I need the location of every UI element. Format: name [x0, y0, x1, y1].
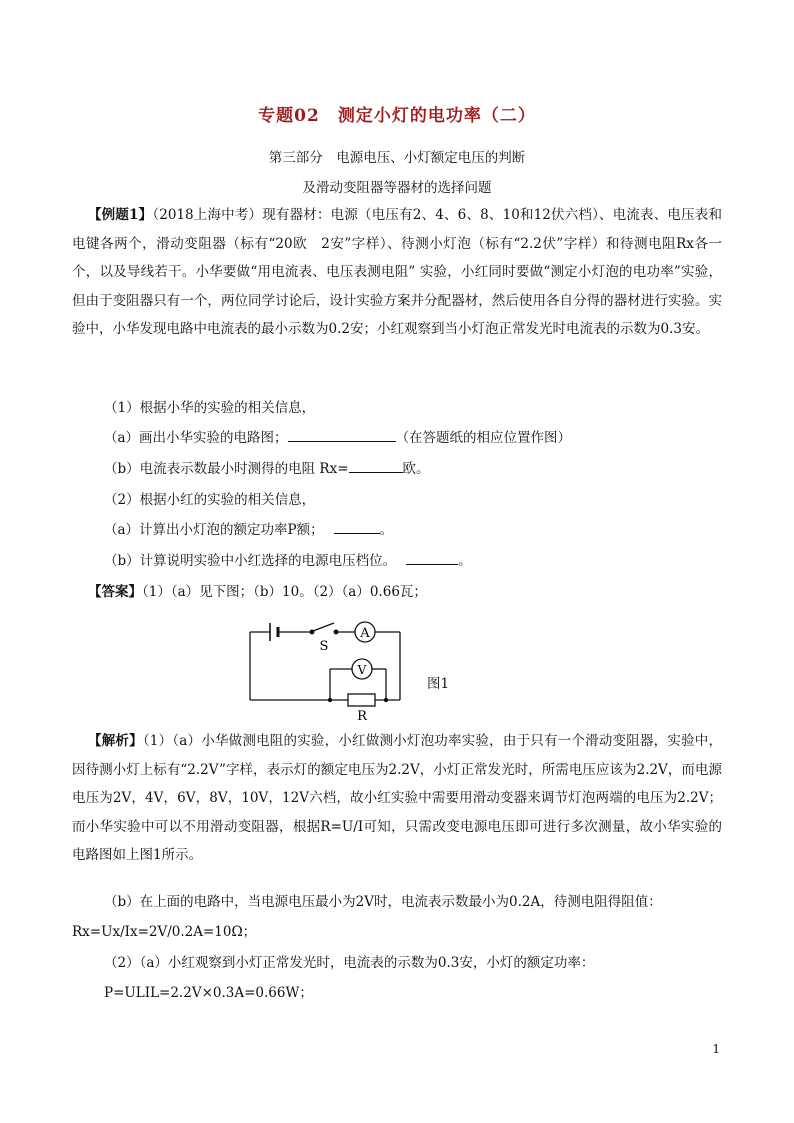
page-number: 1: [712, 1042, 720, 1056]
switch-label: S: [319, 639, 329, 654]
subtitle-topic: 及滑动变阻器等器材的选择问题: [302, 180, 492, 196]
page-title: 专题02 测定小灯的电功率（二）: [258, 106, 536, 126]
question-1b: （b）电流表示数最小时测得的电阻 Rx= 欧。: [104, 461, 430, 477]
example-tag: 【例题1】: [88, 207, 153, 223]
circuit-diagram: [240, 612, 480, 727]
analysis-text: （1）（a）小华做测电阻的实验，小红做测小灯泡功率实验，由于只有一个滑动变阻器，实验中，因待测小灯上标有“2.2V”字样，表示灯的额定电压为2.2V，小灯正常发光时，所需电压应该为2.2V，而电源电压为2V，4V，6V，8V，10V，12V六档，故小红实验中需要用滑动变器来调节灯泡两端的电压为2.2V；而小华实验中可以不用滑动变阻器，根据R=U/I可知，只需改变电源电压即可进行多次测量，故小华实验的电路图如上图1所示。: [72, 733, 723, 863]
analysis-c-line: （2）（a）小红观察到小灯正常发光时，电流表的示数为0.3安，小灯的额定功率：: [104, 955, 595, 971]
example-paragraph: [72, 201, 722, 344]
answer-line: [88, 580, 748, 600]
answer-tag: 【答案】: [88, 584, 142, 600]
question-2b: （b）计算说明实验中小红选择的电源电压档位。 。: [104, 553, 472, 569]
answer-blank-1a[interactable]: [288, 429, 396, 442]
answer-blank-2b[interactable]: [406, 552, 458, 565]
answer-blank-1b[interactable]: [349, 460, 403, 473]
answer-text: （1）（a）见下图；（b）10。（2）（a）0.66瓦；: [142, 584, 427, 600]
junction-left: [328, 698, 332, 702]
analysis-b-formula: Rx=Ux/Ix=2V/0.2A=10Ω；: [72, 924, 257, 940]
subtitle-part: 第三部分 电源电压、小灯额定电压的判断: [268, 150, 526, 166]
analysis-c-formula: P=ULIL=2.2V×0.3A=0.66W；: [104, 985, 313, 1001]
analysis-tag: 【解析】: [88, 733, 143, 749]
question-1a: （a）画出小华实验的电路图； （在答题纸的相应位置作图）: [104, 430, 572, 446]
resistor-label: R: [357, 709, 367, 724]
example-text: （2018上海中考）现有器材：电源（电压有2、4、6、8、10和12伏六档）、电流表、电压表和电键各两个，滑动变阻器（标有“20欧 2安”字样）、待测小灯泡（标有“2.2伏”字样）和待测电阻Rx各一个，以及导线若干。小华要做“用电流表、电压表测电阻” 实验，小红同时要做“测定小灯泡的电功率”实验，但由于变阻器只有一个，两位同学讨论后，设计实验方案并分配器材，然后使用各自分得的器材进行实验。实验中，小华发现电路中电流表的最小示数为0.2安；小红观察到当小灯泡正常发光时电流表的示数为0.3安。: [72, 207, 722, 337]
analysis-b-line: （b）在上面的电路中，当电源电压最小为2V时，电流表示数最小为0.2A，待测电阻得阻值：: [104, 894, 662, 910]
ammeter-label: A: [360, 626, 370, 641]
question-2: （2）根据小红的实验的相关信息，: [104, 492, 316, 508]
analysis-paragraph: [72, 727, 722, 870]
junction-right: [384, 698, 388, 702]
switch-blade: [313, 623, 334, 631]
question-2a: （a）计算出小灯泡的额定功率P额； 。: [104, 522, 394, 538]
answer-blank-2a[interactable]: [334, 521, 380, 534]
voltmeter-label: V: [357, 663, 367, 677]
resistor-symbol: [348, 694, 375, 706]
question-1: （1）根据小华的实验的相关信息，: [104, 400, 316, 416]
figure-caption: 图1: [427, 676, 450, 692]
